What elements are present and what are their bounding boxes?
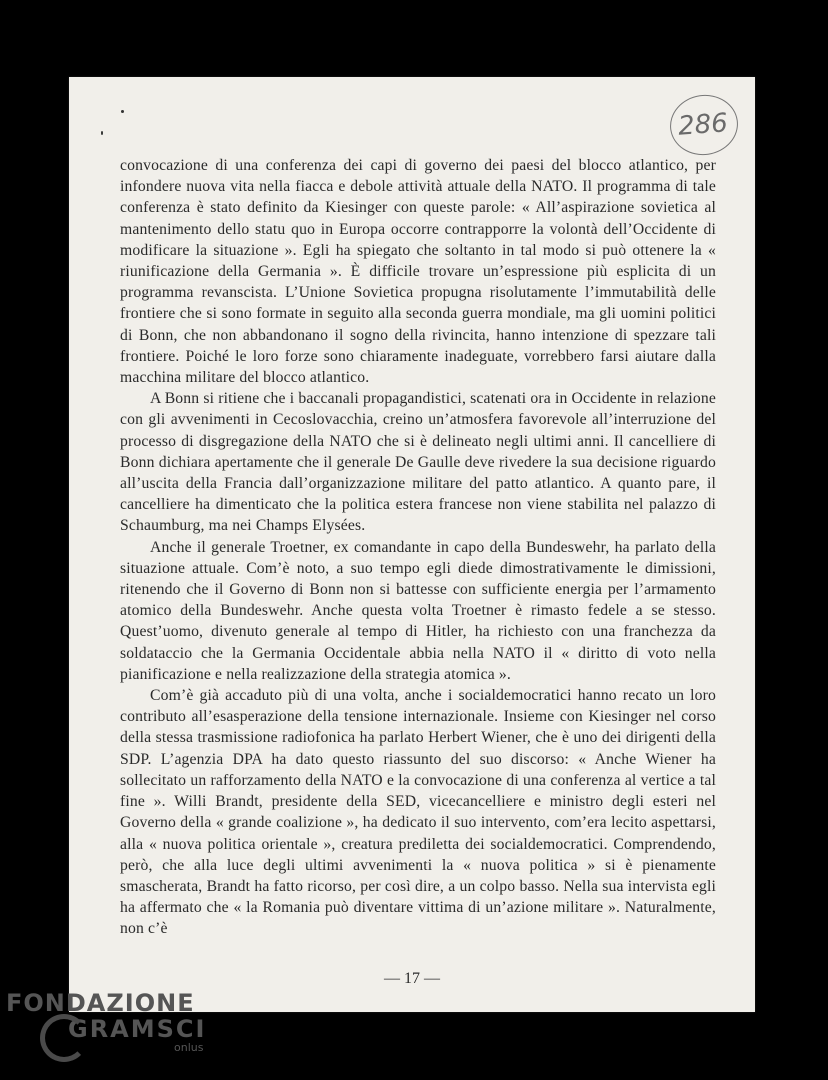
paragraph: A Bonn si ritiene che i baccanali propagandistici, scatenati ora in Occidente in relazione con gli avvenimenti in Cecoslovacchia, creino un’atmosfera favorevole all’interruzione del processo di disgregazione della NATO che si è delineato negli ultimi anni. Il cancelliere di Bonn dichiara apertamente che il generale De Gaulle deve rivedere la sua decisione riguardo all’uscita della Francia dall’organizzazione militare del patto atlantico. A quanto pare, il cancelliere ha dimenticato che la politica estera francese non viene stabilita nel palazzo di Schaumburg, ma nei Champs Elysées.: [120, 390, 716, 535]
paragraph: Com’è già accaduto più di una volta, anche i socialdemocratici hanno recato un loro contributo all’esasperazione della tensione internazionale. Insieme con Kiesinger nel corso della stessa trasmissione radiofonica ha parlato Herbert Wiener, che è uno dei dirigenti della SDP. L’agenzia DPA ha dato questo riassunto del suo discorso: « Anche Wiener ha sollecitato un rafforzamento della NATO e la convocazione di una conferenza al vertice a tal fine ». Willi Brandt, presidente della SED, vicecancelliere e ministro degli esteri nel Governo della « grande coalizione », ha dedicato il suo intervento, com’era lecito aspettarsi, alla « nuova politica orientale », creatura prediletta dei socialdemocratici. Comprendendo, però, che alla luce degli ultimi avvenimenti la « nuova politica » si è pienamente smascherata, Brandt ha fatto ricorso, per così dire, a un colpo basso. Nella sua intervista egli ha affermato che « la Romania può diventare vittima di un’azione militare ». Naturalmente, non c’è: [120, 687, 716, 938]
watermark-line1: FONDAZIONE: [6, 989, 195, 1017]
archive-number: 286: [677, 108, 729, 142]
paragraph: convocazione di una conferenza dei capi di governo dei paesi del blocco atlantico, per infondere nuova vita nella fiacca e debole attività attuale della NATO. Il programma di tale conferenza è stato definito da Kiesinger con queste parole: « All’aspirazione sovietica al mantenimento dello statu quo in Europa occorre contrapporre la volontà dell’Occidente di modificare la situazione ». Egli ha spiegato che soltanto in tal modo si può ottenere la « riunificazione della Germania ». È difficile trovare un’espressione più esplicita di un programma revanscista. L’Unione Sovietica propugna risolutamente l’immutabilità delle frontiere che si sono formate in seguito alla seconda guerra mondiale, ma gli uomini politici di Bonn, che non abbandonano il sogno della rivincita, hanno intenzione di spezzare tali frontiere. Poiché le loro forze sono chiaramente inadeguate, vorrebbero farsi aiutare dalla macchina militare del blocco atlantico.: [120, 157, 716, 387]
paper-speck: [121, 110, 124, 113]
paragraph: Anche il generale Troetner, ex comandante in capo della Bundeswehr, ha parlato della situazione attuale. Com’è noto, a suo tempo egli diede dimostrativamente le dimissioni, ritenendo che il Governo di Bonn non si battesse con sufficiente energia per l’armamento atomico della Bundeswehr. Anche questa volta Troetner è rimasto fedele a se stesso. Quest’uomo, divenuto generale al tempo di Hitler, ha richiesto con una franchezza da soldataccio che la Germania Occidentale abbia nella NATO il « diritto di voto nella pianificazione e nella realizzazione della strategia atomica ».: [120, 538, 716, 683]
body-text: [120, 155, 716, 940]
paper-speck: [101, 131, 103, 135]
gramsci-logo-icon: [40, 1014, 88, 1062]
watermark-line3: onlus: [174, 1041, 204, 1054]
document-page: [69, 77, 755, 1012]
page-number: — 17 —: [384, 970, 440, 987]
watermark-line2: GRAMSCI: [68, 1015, 207, 1043]
fondazione-gramsci-watermark: [6, 990, 206, 1054]
